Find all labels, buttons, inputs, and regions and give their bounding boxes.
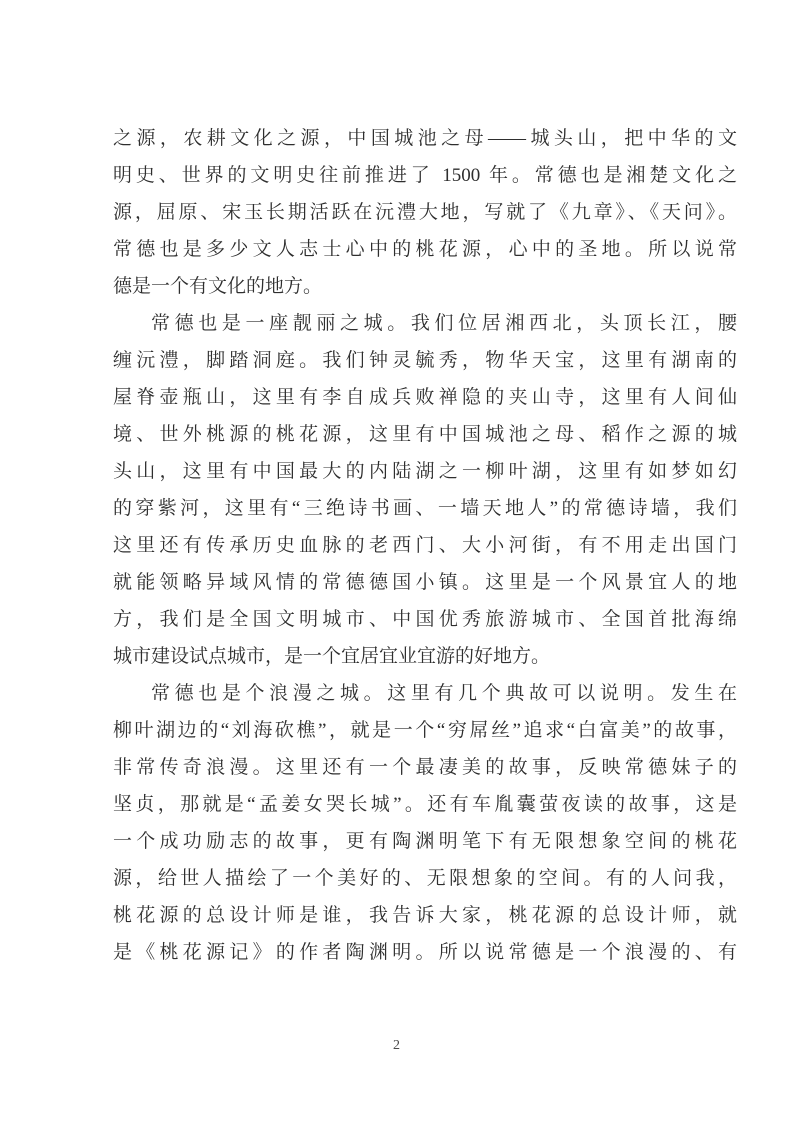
text-line: 头山，这里有中国最大的内陆湖之一柳叶湖，这里有如梦如幻 [113,461,737,482]
document-body [113,120,737,971]
text-line: 缠沅澧，脚踏洞庭。我们钟灵毓秀，物华天宝，这里有湖南的 [113,350,737,371]
text-line: 城市建设试点城市，是一个宜居宜业宜游的好地方。 [113,646,551,667]
text-line: 明史、世界的文明史往前推进了 1500 年。常德也是湘楚文化之 [113,165,737,186]
text-line: 源，屈原、宋玉长期活跃在沅澧大地，写就了《九章》、《天问》。 [113,202,737,223]
page-number: 2 [393,1038,400,1053]
text-line: 的穿紫河，这里有“三绝诗书画、一墙天地人”的常德诗墙，我们 [113,498,737,519]
text-line: 方，我们是全国文明城市、中国优秀旅游城市、全国首批海绵 [113,609,737,630]
text-line: 屋脊壶瓶山，这里有李自成兵败禅隐的夹山寺，这里有人间仙 [113,387,737,408]
text-line: 常德也是个浪漫之城。这里有几个典故可以说明。发生在 [151,683,737,704]
text-line: 常德也是一座靓丽之城。我们位居湘西北，头顶长江，腰 [151,313,737,334]
text-line: 常德也是多少文人志士心中的桃花源，心中的圣地。所以说常 [113,239,737,260]
text-line: 非常传奇浪漫。这里还有一个最凄美的故事，反映常德妹子的 [113,757,737,778]
text-line: 柳叶湖边的“刘海砍樵”，就是一个“穷屌丝”追求“白富美”的故事， [113,720,737,741]
page-footer [0,1036,793,1054]
text-line: 德是一个有文化的地方。 [113,276,323,297]
text-line: 就能领略异域风情的常德德国小镇。这里是一个风景宜人的地 [113,572,737,593]
text-line: 是《桃花源记》的作者陶渊明。所以说常德是一个浪漫的、有 [113,942,737,963]
text-line: 坚贞，那就是“孟姜女哭长城”。还有车胤囊萤夜读的故事，这是 [113,794,737,815]
text-line: 一个成功励志的故事，更有陶渊明笔下有无限想象空间的桃花 [113,831,737,852]
text-line: 之源，农耕文化之源，中国城池之母——城头山，把中华的文 [113,128,737,149]
text-line: 境、世外桃源的桃花源，这里有中国城池之母、稻作之源的城 [113,424,737,445]
text-line: 桃花源的总设计师是谁，我告诉大家，桃花源的总设计师，就 [113,905,737,926]
text-line: 这里还有传承历史血脉的老西门、大小河街，有不用走出国门 [113,535,737,556]
text-line: 源，给世人描绘了一个美好的、无限想象的空间。有的人问我， [113,868,737,889]
